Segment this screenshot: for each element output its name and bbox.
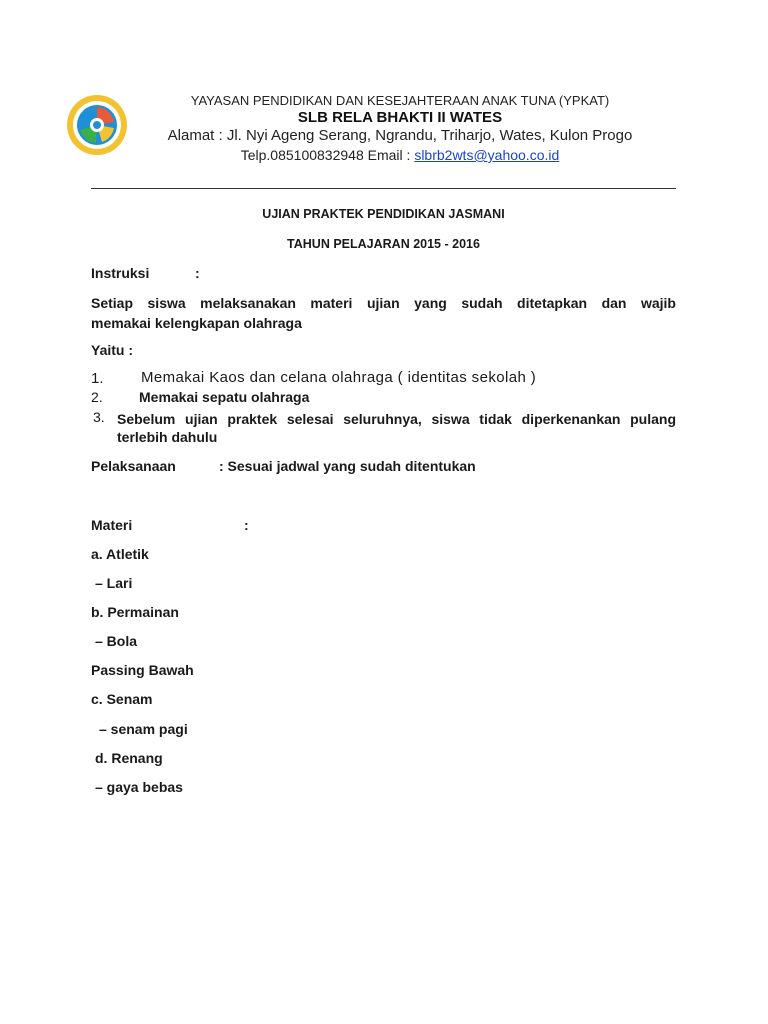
materi-line: c. Senam: [91, 691, 153, 707]
email-link[interactable]: slbrb2wts@yahoo.co.id: [414, 147, 560, 163]
instruksi-label: Instruksi: [91, 265, 150, 281]
materi-colon: :: [244, 517, 249, 533]
instruksi-colon: :: [195, 265, 200, 281]
materi-line: d. Renang: [95, 750, 163, 766]
list-item-text-line2: terlebih dahulu: [117, 429, 218, 445]
materi-line: a. Atletik: [91, 546, 149, 562]
pelaksanaan-label: Pelaksanaan: [91, 458, 176, 474]
list-item-text-line1: Sebelum ujian praktek selesai seluruhnya, siswa tidak diperkenankan pulang: [117, 411, 676, 427]
list-item-number: 1.: [91, 370, 104, 387]
materi-line: – senam pagi: [99, 721, 188, 737]
organization-name: YAYASAN PENDIDIKAN DAN KESEJAHTERAAN ANAK TUNA (YPKAT): [190, 93, 610, 108]
materi-line: – Lari: [95, 575, 133, 591]
instruksi-text-line2: memakai kelengkapan olahraga: [91, 315, 302, 331]
school-address: Alamat : Jl. Nyi Ageng Serang, Ngrandu, Triharjo, Wates, Kulon Progo: [167, 127, 633, 144]
list-item-number: 3.: [93, 409, 105, 425]
contact-line: [130, 147, 670, 163]
pelaksanaan-value: : Sesuai jadwal yang sudah ditentukan: [219, 458, 476, 474]
materi-line: Passing Bawah: [91, 662, 194, 678]
phone-text: Telp.085100832948 Email :: [240, 147, 415, 163]
list-item-text: Memakai sepatu olahraga: [139, 389, 310, 405]
list-item-number: 2.: [91, 389, 103, 405]
materi-line: – Bola: [95, 633, 138, 649]
header-divider: [91, 188, 676, 189]
instruksi-text-line1: Setiap siswa melaksanakan materi ujian yang sudah ditetapkan dan wajib: [91, 295, 676, 311]
exam-title: UJIAN PRAKTEK PENDIDIKAN JASMANI: [262, 207, 505, 221]
school-year: TAHUN PELAJARAN 2015 - 2016: [287, 237, 480, 251]
materi-label: Materi: [91, 517, 133, 533]
materi-line: b. Permainan: [91, 604, 179, 620]
school-name: SLB RELA BHAKTI II WATES: [297, 109, 503, 126]
materi-line: – gaya bebas: [95, 779, 183, 795]
yaitu-label: Yaitu :: [91, 342, 134, 358]
list-item-text: Memakai Kaos dan celana olahraga ( identitas sekolah ): [141, 369, 537, 386]
school-seal-logo: [66, 94, 128, 156]
